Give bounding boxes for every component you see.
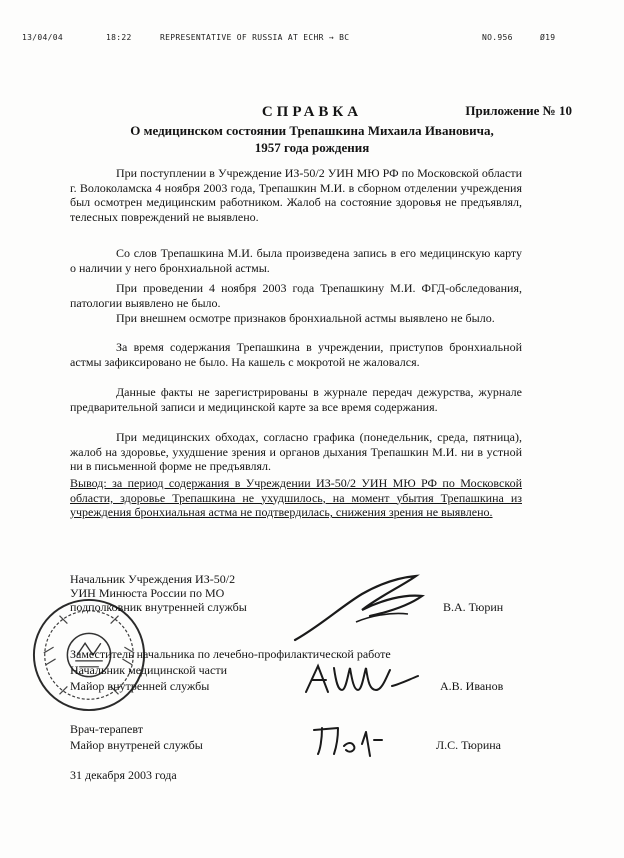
paragraph: Со слов Трепашкина М.И. была произведена запись в его медицинскую карту о наличии у него бронхиальной астмы. [70,246,522,275]
fax-date: 13/04/04 [22,33,63,42]
deputy-name: А.В. Иванов [440,679,504,693]
deputy-title-line-1: Заместитель начальника по лечебно-профилактической работе [70,647,391,661]
document-date: 31 декабря 2003 года [70,768,177,782]
document-title: СПРАВКА [261,104,363,120]
head-name: В.А. Тюрин [443,600,504,614]
appendix-label: Приложение № 10 [465,103,572,118]
doctor-title-line-1: Врач-терапевт [70,722,143,736]
signature-doctor-icon [308,720,388,760]
head-title-line-1: Начальник Учреждения ИЗ-50/2 [70,572,236,586]
signature-deputy-icon [300,660,430,700]
subtitle-line-2: 1957 года рождения [254,140,370,155]
paragraph: При проведении 4 ноября 2003 года Трепашкину М.И. ФГД-обследования, патологии выявлено не было. [70,281,522,310]
deputy-title-line-2: Начальник медицинской части [70,663,227,677]
fax-time: 18:22 [106,33,132,42]
paragraph: При поступлении в Учреждение ИЗ-50/2 УИН МЮ РФ по Московской области г. Волоколамска 4 ноября 2003 года, Трепашкин М.И. в сборном отделении учреждения был осмотрен медицинским работником. Жалоб на состояние здоровья не предъявлял, телесных повреждений не выявлено. [70,166,522,224]
head-title-line-3: подполковник внутренней службы [70,600,247,614]
subtitle-line-1: О медицинском состоянии Трепашкина Михаила Ивановича, [130,123,494,138]
deputy-title-line-3: Майор внутренней службы [70,679,210,693]
doctor-name: Л.С. Тюрина [436,738,502,752]
fax-number: NO.956 [482,33,513,42]
paragraph: Данные факты не зарегистрированы в журнале передач дежурства, журнале предварительной записи и медицинской карте за все время содержания. [70,385,522,414]
conclusion-paragraph: Вывод: за период содержания в Учреждении ИЗ-50/2 УИН МЮ РФ по Московской области, здоровье Трепашкина не ухудшилось, на момент убытия Трепашкина из учреждения бронхиальная астма не подтвердилась, снижения зрения не выявлено. [70,476,522,520]
paragraph: При внешнем осмотре признаков бронхиальной астмы выявлено не было. [116,311,495,325]
fax-page: Ø19 [540,33,556,42]
head-title-line-2: УИН Минюста России по МО [70,586,225,600]
signature-head-icon [290,570,450,648]
paragraph: При медицинских обходах, согласно графика (понедельник, среда, пятница), жалоб на здоровье, ухудшение зрения и органов дыхания Трепашкин М.И. ни в устной ни в письменной форме не предъявлял. [70,430,522,474]
doctor-title-line-2: Майор внутреней службы [70,738,203,752]
fax-sender: REPRESENTATIVE OF RUSSIA AT ECHR → BC [160,33,350,42]
paragraph: За время содержания Трепашкина в учреждении, приступов бронхиальной астмы зафиксировано не было. На кашель с мокротой не жаловался. [70,340,522,369]
